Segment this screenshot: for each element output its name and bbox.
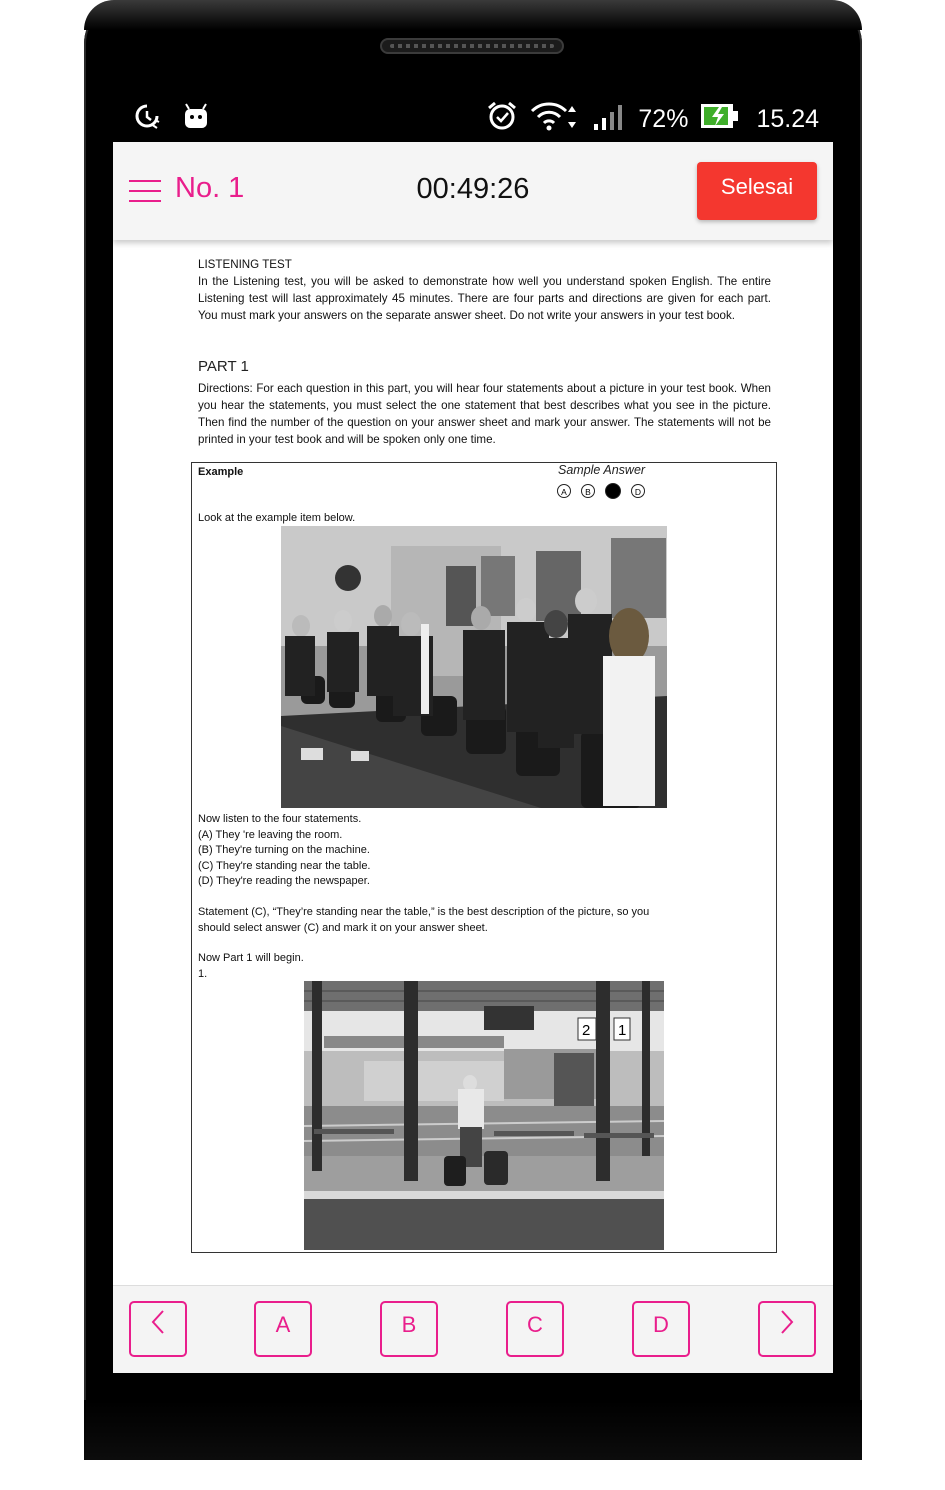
bubble-a: A: [557, 484, 571, 498]
android-icon: [183, 102, 209, 137]
part-directions: Directions: For each question in this part, you will hear four statements about a picture in your test book. When you hear the statements, you must select the one statement that best describes what you see in the picture. Then find the number of the question on your answer sheet and mark your answer. The statements will not be printed in your test book and will be spoken only one time.: [198, 382, 771, 446]
platform-sign-1: 1: [618, 1022, 627, 1039]
signal-icon: [592, 100, 626, 139]
statement-a: (A) They 're leaving the room.: [198, 828, 343, 841]
finish-button[interactable]: Selesai: [697, 162, 817, 220]
previous-button[interactable]: [129, 1301, 187, 1357]
example-box: [191, 462, 777, 1253]
data-saver-icon: [133, 102, 161, 137]
answer-option-d[interactable]: D: [632, 1301, 690, 1357]
phone-bottom-bezel: [84, 1400, 862, 1460]
battery-percent: 72%: [638, 105, 689, 133]
sample-answer-label: Sample Answer: [558, 463, 646, 477]
answer-nav-bar: [113, 1285, 833, 1373]
listen-instruction: Now listen to the four statements.: [198, 813, 362, 825]
battery-charging-icon: [700, 102, 740, 137]
bubble-d: D: [631, 484, 645, 498]
chevron-left-icon: [148, 1309, 168, 1335]
statement-b: (B) They're turning on the machine.: [198, 844, 370, 856]
part-title: PART 1: [198, 358, 249, 375]
earpiece-speaker: [380, 38, 564, 54]
app-screen: [113, 142, 833, 1373]
phone-top-edge: [84, 0, 862, 30]
explanation-line-2: should select answer (C) and mark it on your answer sheet.: [198, 921, 488, 934]
example-photo-meeting: [281, 526, 667, 808]
question-document: [113, 240, 833, 1285]
bubble-b: B: [581, 484, 595, 498]
chevron-right-icon: [777, 1309, 797, 1335]
bubble-c-filled: [605, 483, 621, 499]
wifi-icon: [530, 100, 580, 139]
question-1-label: 1.: [198, 967, 208, 980]
clock-time: 15.24: [756, 105, 819, 133]
doc-heading: LISTENING TEST: [198, 258, 292, 271]
countdown-timer: 00:49:26: [416, 173, 530, 205]
explanation-line-1: Statement (C), “They’re standing near the table,” is the best description of the picture, so you: [198, 906, 650, 918]
next-button[interactable]: [758, 1301, 816, 1357]
status-bar: [113, 92, 833, 142]
answer-option-b[interactable]: B: [380, 1301, 438, 1357]
answer-option-c[interactable]: C: [506, 1301, 564, 1357]
app-bar: [113, 142, 833, 240]
question-1-photo-platform: [304, 981, 664, 1250]
doc-intro: In the Listening test, you will be asked to demonstrate how well you understand spoken English. The entire Listening test will last approximately 45 minutes. There are four parts and directions are given for each part. You must mark your answers on the separate answer sheet. Do not write your answers in your test book.: [198, 275, 771, 322]
look-instruction: Look at the example item below.: [198, 512, 356, 524]
example-label: Example: [198, 466, 244, 478]
question-number: No. 1: [175, 172, 245, 204]
alarm-icon: [486, 100, 518, 139]
sample-answer-bubbles: [557, 484, 645, 499]
platform-sign-2: 2: [582, 1022, 591, 1039]
answer-option-a[interactable]: A: [254, 1301, 312, 1357]
statement-c: (C) They're standing near the table.: [198, 859, 371, 872]
begin-text: Now Part 1 will begin.: [198, 952, 304, 964]
statement-d: (D) They're reading the newspaper.: [198, 875, 370, 887]
